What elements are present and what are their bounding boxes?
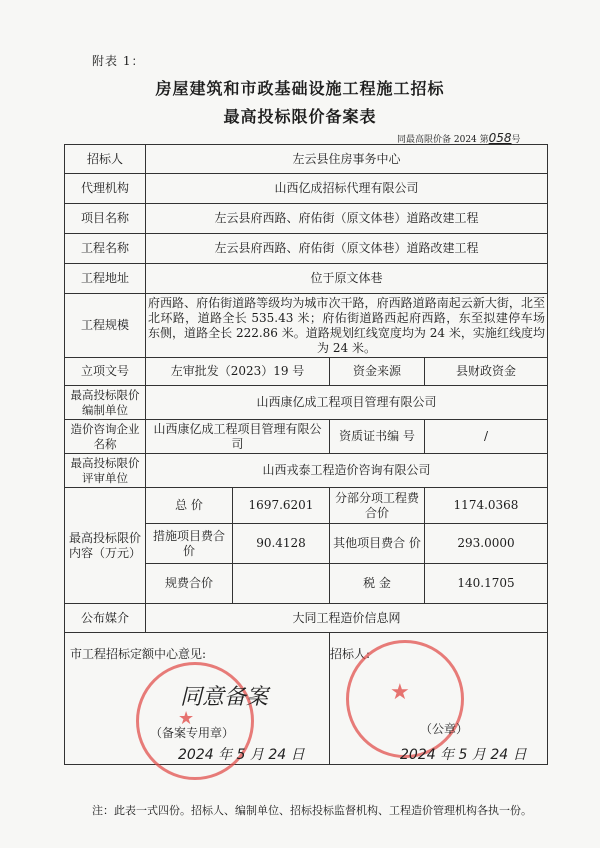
consultant-label: 造价咨询企业名称 [65,420,146,454]
total-price-value: 1697.6201 [233,488,330,524]
seal-star-icon: ★ [178,708,195,729]
address-value: 位于原文体巷 [146,264,548,294]
total-price-label: 总 价 [146,488,233,524]
scale-label: 工程规模 [65,294,146,358]
engineering-name-label: 工程名称 [65,234,146,264]
scale-value: 府西路、府佑街道路等级均为城市次干路，府西路道路南起云新大街，北至北环路，道路全长 535.43 米；府佑街道路西起府西路，东至拟建停车场东侧，道路全长 222.86 米。道路规划红线宽度均为 24 米，实施红线度均为 24 米。 [146,294,548,358]
project-name-label: 项目名称 [65,204,146,234]
record-prefix: 同最高限价备 2024 第 [397,135,489,145]
address-label: 工程地址 [65,264,146,294]
preparer-value: 山西康亿成工程项目管理有限公司 [146,386,548,420]
tenderer-sign-title: 招标人: [330,647,371,661]
fee-value [233,564,330,604]
price-content-label: 最高投标限价内容（万元） [65,488,146,604]
tenderer-seal-note: （公章） [420,722,469,736]
fee-label: 规费合价 [146,564,233,604]
left-sign-date: 2024 年 5 月 24 日 [178,747,305,763]
record-seal-note: （备案专用章） [150,726,235,740]
agency-value: 山西亿成招标代理有限公司 [146,174,548,204]
form-title-line2: 最高投标限价备案表 [223,107,377,126]
record-number [397,131,521,145]
tenderer-label: 招标人 [65,145,146,174]
agency-label: 代理机构 [65,174,146,204]
measure-cost-label: 措施项目费合 价 [146,524,233,564]
fund-source-label: 资金来源 [330,358,425,386]
record-table [64,144,548,765]
handwritten-approval: 同意备案 [180,685,269,710]
approval-label: 立项文号 [65,358,146,386]
reviewer-label: 最高投标限价评审单位 [65,454,146,488]
tax-value: 140.1705 [425,564,548,604]
project-name-value: 左云县府西路、府佑街（原文体巷）道路改建工程 [146,204,548,234]
approval-value: 左审批发（2023）19 号 [146,358,330,386]
reviewer-value: 山西戎泰工程造价咨询有限公司 [146,454,548,488]
media-label: 公布媒介 [65,604,146,633]
tenderer-seal-star-icon: ★ [390,680,410,705]
record-suffix: 号 [511,135,521,145]
tax-label: 税 金 [330,564,425,604]
preparer-label: 最高投标限价编制单位 [65,386,146,420]
other-cost-value: 293.0000 [425,524,548,564]
attachment-label: 附表 1： [92,54,145,68]
certificate-label: 资质证书编 号 [330,420,425,454]
center-opinion-title: 市工程招标定额中心意见: [70,647,207,661]
other-cost-label: 其他项目费合 价 [330,524,425,564]
footer-note: 注：此表一式四份。招标人、编制单位、招标投标监督机构、工程造价管理机构各执一份。 [92,804,532,817]
consultant-value: 山西康亿成工程项目管理有限公司 [146,420,330,454]
right-sign-date: 2024 年 5 月 24 日 [400,747,527,763]
subitem-cost-label: 分部分项工程费合价 [330,488,425,524]
record-number-value: 058 [488,131,512,145]
tenderer-value: 左云县住房事务中心 [146,145,548,174]
fund-source-value: 县财政资金 [425,358,548,386]
measure-cost-value: 90.4128 [233,524,330,564]
engineering-name-value: 左云县府西路、府佑街（原文体巷）道路改建工程 [146,234,548,264]
form-title-line1: 房屋建筑和市政基础设施工程施工招标 [155,79,445,98]
certificate-value: / [425,420,548,454]
media-value: 大同工程造价信息网 [146,604,548,633]
subitem-cost-value: 1174.0368 [425,488,548,524]
